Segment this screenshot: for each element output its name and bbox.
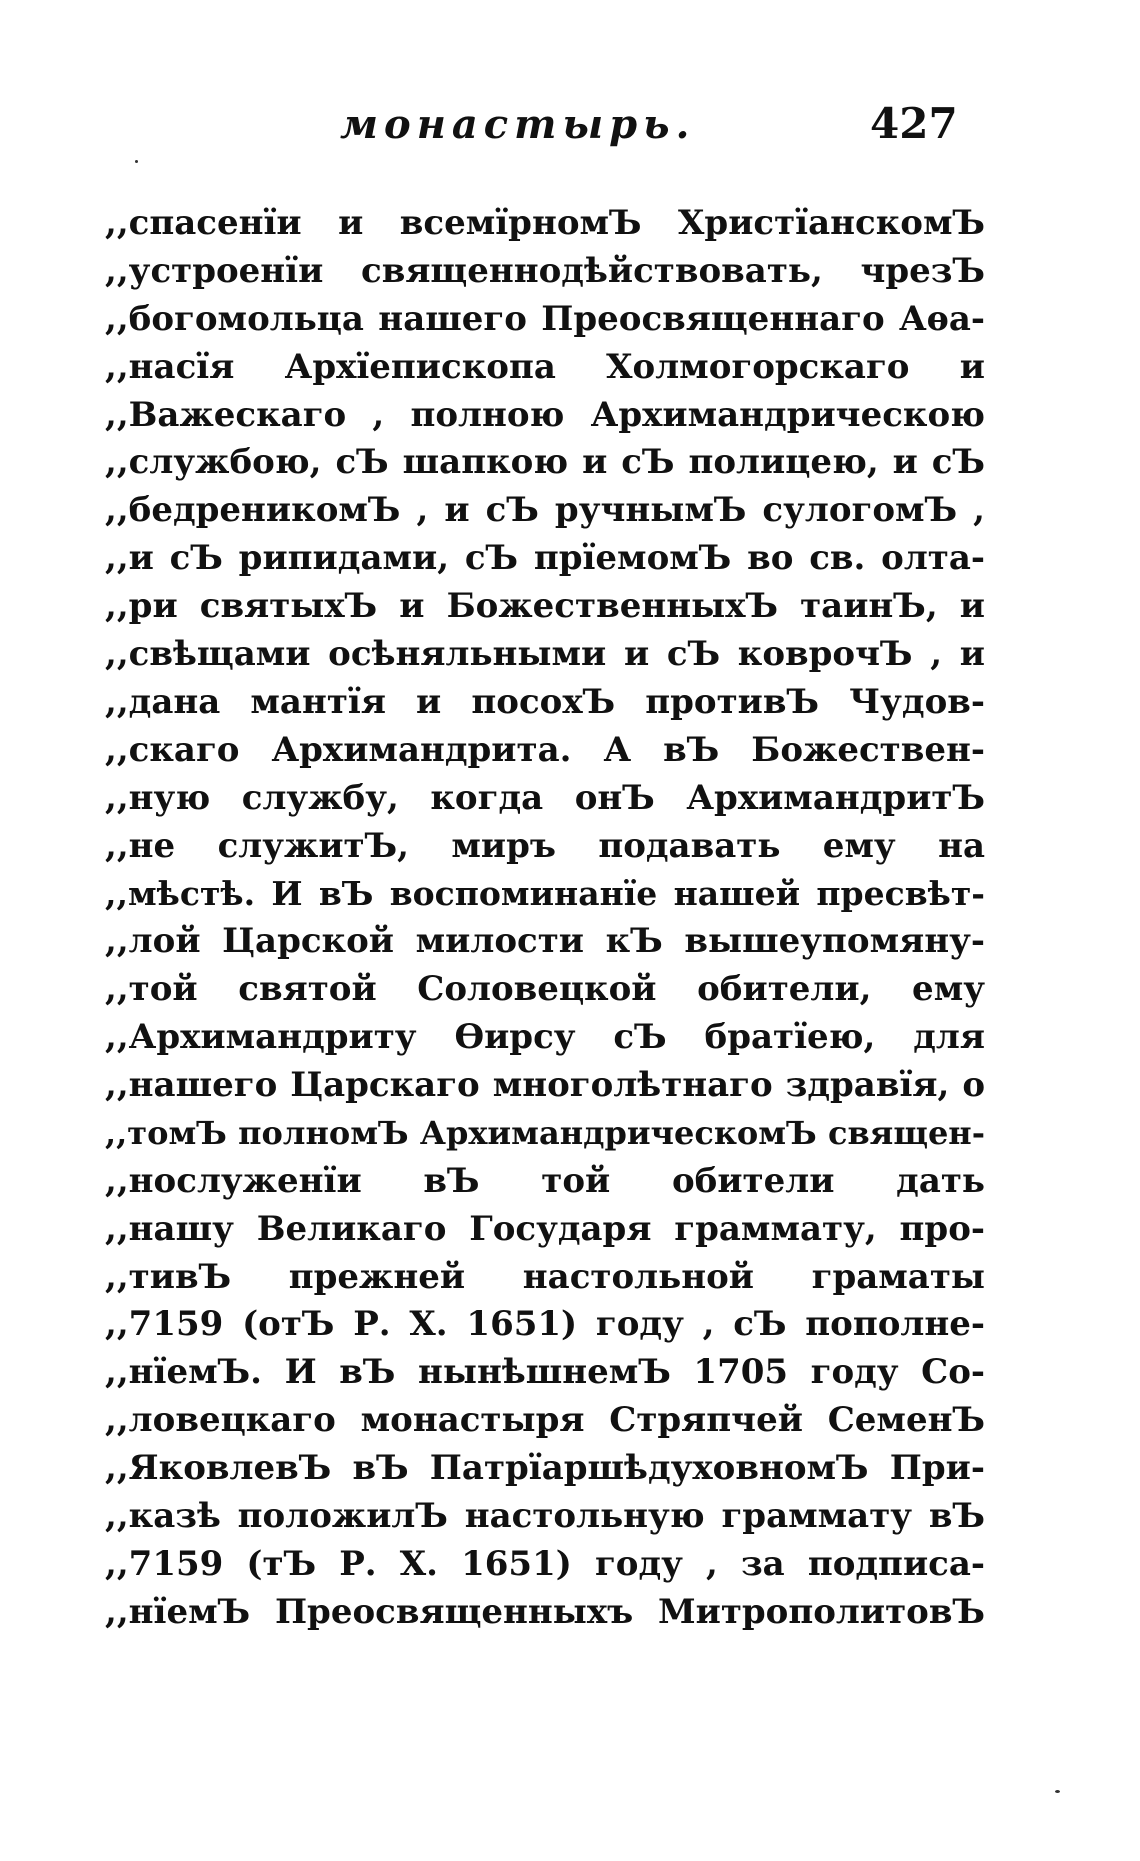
text-line: ,,и сЪ рипидами, сЪ прїемомЪ во св. олта- [105,538,985,579]
text-line: ,,ЯковлевЪ вЪ ПатрїаршѣдуховномЪ При- [105,1448,985,1489]
page-number: 427 [870,99,958,148]
text-line: ,,7159 (тЪ Р. Х. 1651) году , за подписа- [105,1543,985,1584]
text-line: ,,скаго Архимандрита. А вЪ Божествен- [105,729,985,770]
text-line: ,,ную службу, когда онЪ АрхимандритЪ [105,777,985,818]
paper-speck [1055,1790,1060,1793]
text-line: ,,тивЪ прежней настольной граматы [105,1256,985,1297]
text-line: ,,бедреникомЪ , и сЪ ручнымЪ сулогомЪ , [105,490,985,531]
text-line: ,,Важескаго , полною Архимандрическою [105,394,985,435]
text-line: ,,службою, сЪ шапкою и сЪ полицею, и сЪ [105,442,985,483]
text-line: ,,дана мантїя и посохЪ противЪ Чудов- [105,681,985,722]
text-line: ,,томЪ полномЪ АрхимандрическомЪ священ- [105,1113,985,1152]
text-line: ,,нашу Великаго Государя граммату, про- [105,1208,985,1249]
text-line: ,,мѣстѣ. И вЪ воспоминанїе нашей пресвѣт- [105,874,985,914]
text-line: ,,той святой Соловецкой обители, ему [105,969,985,1010]
text-line: ,,ри святыхЪ и БожественныхЪ таинЪ, и [105,586,985,627]
running-head: монастырь. [340,101,696,148]
text-line: ,,не служитЪ, миръ подавать ему на [105,825,985,866]
text-line: ,,нїемЪ Преосвященныхъ МитрополитовЪ [105,1591,985,1632]
text-line: ,,7159 (отЪ Р. Х. 1651) году , сЪ пополне- [105,1304,985,1345]
text-line: ,,спасенїи и всемїрномЪ ХристїанскомЪ [105,203,985,243]
text-line: ,,насїя Архїепископа Холмогорскаго и [105,346,985,387]
text-line: ,,казѣ положилЪ настольную граммату вЪ [105,1496,985,1537]
text-line: ,,Архимандриту Ѳирсу сЪ братїею, для [105,1017,985,1058]
body-text [105,200,985,1637]
text-line: ,,богомольца нашего Преосвященнаго Аѳа- [105,298,985,339]
text-line: ,,ловецкаго монастыря Стряпчей СеменЪ [105,1400,985,1441]
text-line: ,,нослуженїи вЪ той обители дать [105,1160,985,1201]
text-line: ,,нашего Царскаго многолѣтнаго здравїя, о [105,1065,985,1106]
text-line: ,,нїемЪ. И вЪ нынѣшнемЪ 1705 году Со- [105,1352,985,1393]
text-line: ,,устроенїи священнодѣйствовать, чрезЪ [105,250,985,291]
text-line: ,,лой Царской милости кЪ вышеупомяну- [105,921,985,962]
paper-speck [135,160,138,163]
text-line: ,,свѣщами осѣняльными и сЪ коврочЪ , и [105,634,985,675]
